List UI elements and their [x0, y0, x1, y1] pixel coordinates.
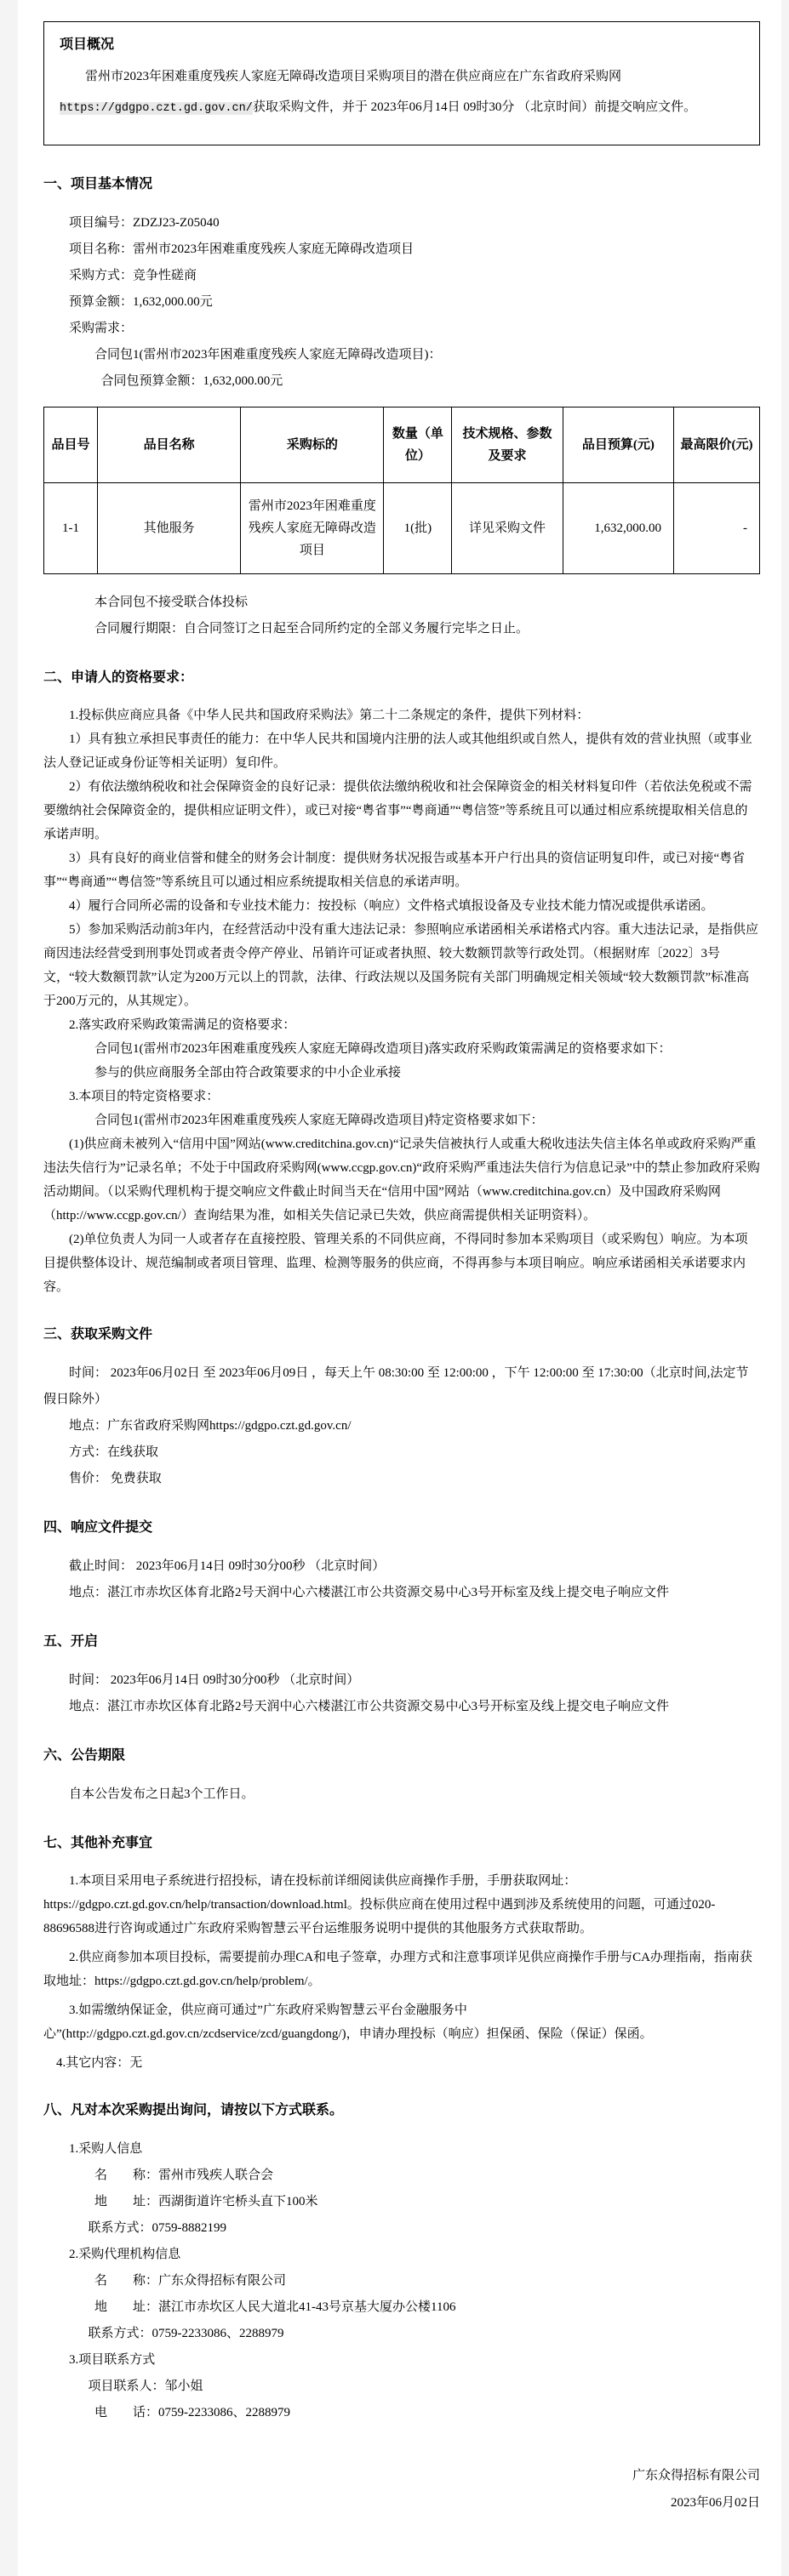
- submission-deadline: 截止时间： 2023年06月14日 09时30分00秒 （北京时间）: [69, 1559, 386, 1573]
- package-budget-label: 合同包预算金额：: [100, 374, 203, 388]
- announcement-document: [43, 0, 760, 2576]
- purchaser-address-value: 西湖街道许宅桥头直下100米: [158, 2195, 318, 2208]
- field-project-name: [43, 237, 760, 263]
- purchaser-contact-value: 0759-8882199: [152, 2221, 227, 2235]
- qualification-para-same-person: (2)单位负责人为同一人或者存在直接控股、管理关系的不同供应商，不得同时参加本采购项目（或采购包）响应。为本项目提供整体设计、规范编制或者项目管理、监理、检测等服务的供应商，不得再参与本项目响应。响应承诺函相关承诺要求内容。: [43, 1233, 748, 1294]
- purchaser-address: [43, 2189, 760, 2215]
- agency-address: [43, 2294, 760, 2321]
- obtain-place: 地点：广东省政府采购网https://gdgpo.czt.gd.gov.cn/: [69, 1419, 352, 1433]
- qualification-para-policy: 2.落实政府采购政策需满足的资格要求：: [69, 1018, 296, 1032]
- qualification-para-specific: 3.本项目的特定资格要求：: [69, 1090, 220, 1103]
- qualification-para-credit: (1)供应商未被列入“信用中国”网站(www.creditchina.gov.cn)“记录失信被执行人或重大税收违法失信主体名单或政府采购严重违法失信行为”记录名单；不处于中国政府采购网(www.ccgp.gov.cn)“政府采购严重违法失信行为信息记录”中的禁止参加政府采购活动期间。（以采购代理机构于提交响应文件截止时间当天在“信用中国”网站（www.creditchina.gov.cn）及中国政府采购网（http://www.ccgp.gov.cn/）查询结果为准，如相关失信记录已失效，供应商需提供相关证明资料）。: [43, 1137, 760, 1222]
- agency-address-value: 湛江市赤坎区人民大道北41-43号京基大厦办公楼1106: [158, 2300, 456, 2314]
- obtain-method: 方式：在线获取: [69, 1445, 159, 1459]
- footer-agency-name: 广东众得招标有限公司: [632, 2469, 760, 2482]
- field-procurement-demand: [43, 316, 760, 342]
- agency-contact-label: 联系方式：: [88, 2327, 152, 2340]
- project-number-value: ZDZJ23-Z05040: [133, 216, 220, 230]
- supplementary-item-1: 1.本项目采用电子系统进行招投标，请在投标前详细阅读供应商操作手册，手册获取网址：https://gdgpo.czt.gd.gov.cn/help/transaction/download.html。投标供应商在使用过程中遇到涉及系统使用的问题，可通过020-88696588进行咨询或通过广东政府采购智慧云平台运维服务说明中提供的其他服务方式获取帮助。: [43, 1874, 716, 1935]
- cell-item-budget: 1,632,000.00: [563, 483, 673, 574]
- qualification-para-2: 1）具有独立承担民事责任的能力：在中华人民共和国境内注册的法人或其他组织或自然人，提供有效的营业执照（或事业法人登记证或身份证等相关证明）复印件。: [43, 732, 752, 770]
- project-overview-box: [43, 21, 760, 145]
- qualification-para-6: 5）参加采购活动前3年内，在经营活动中没有重大违法记录：参照响应承诺函相关承诺格式内容。重大违法记录，是指供应商因违法经营受到刑事处罚或者责令停产停业、吊销许可证或者执照、较大数额罚款等行政处罚。（根据财库〔2022〕3号文，“较大数额罚款”认定为200万元以上的罚款，法律、行政法规以及国务院有关部门明确规定相关领域“较大数额罚款”标准高于200万元的，从其规定）。: [43, 923, 759, 1008]
- project-contact-phone-value: 0759-2233086、2288979: [158, 2406, 291, 2419]
- project-name-value: 雷州市2023年困难重度残疾人家庭无障碍改造项目: [133, 242, 415, 256]
- project-name-label: 项目名称：: [69, 242, 134, 256]
- agency-name-label: 名 称：: [94, 2274, 159, 2288]
- cell-max-price: -: [674, 483, 760, 574]
- opening-place: 地点：湛江市赤坎区体育北路2号天润中心六楼湛江市公共资源交易中心3号开标室及线上提交电子响应文件: [69, 1700, 670, 1713]
- project-contact-phone: [43, 2400, 760, 2426]
- procurement-method-value: 竞争性磋商: [133, 269, 197, 282]
- supplementary-item-3: 3.如需缴纳保证金，供应商可通过”广东政府采购智慧云平台金融服务中心”(http://gdgpo.czt.gd.gov.cn/zcdservice/zcd/guangdong/)，申请办理投标（响应）担保函、保险（保证）保函。: [43, 2003, 653, 2041]
- section-heading-announcement-period: 六、公告期限: [43, 1748, 126, 1763]
- supplementary-item-2: 2.供应商参加本项目投标，需要提前办理CA和电子签章，办理方式和注意事项详见供应商操作手册与CA办理指南，指南获取地址：https://gdgpo.czt.gd.gov.cn/help/problem/。: [43, 1951, 752, 1988]
- section-heading-qualification: 二、申请人的资格要求：: [43, 670, 194, 685]
- budget-amount-value: 1,632,000.00元: [133, 295, 213, 309]
- table-row: [44, 483, 760, 574]
- field-budget-amount: [43, 289, 760, 316]
- note-contract-term: 合同履行期限：自合同签订之日起至合同所约定的全部义务履行完毕之日止。: [94, 622, 529, 635]
- project-contact-title: 3.项目联系方式: [69, 2353, 156, 2367]
- purchaser-address-label: 地 址：: [94, 2195, 159, 2208]
- left-gutter-strip: [0, 0, 18, 2576]
- col-header-quantity: 数量（单位）: [384, 407, 452, 483]
- agency-name-value: 广东众得招标有限公司: [158, 2274, 287, 2288]
- overview-outro-text: 获取采购文件，并于 2023年06月14日 09时30分 （北京时间）前提交响应文件。: [252, 100, 697, 114]
- package-budget-value: 1,632,000.00元: [203, 374, 283, 388]
- qualification-para-3: 2）有依法缴纳税收和社会保障资金的良好记录：提供依法缴纳税收和社会保障资金的相关材料复印件（若依法免税或不需要缴纳社会保障资金的，提供相应证明文件），或已对接“粤省事”“粤商通”“粤信签”等系统且可以通过相应系统提取相关信息的承诺声明。: [43, 780, 752, 841]
- field-project-number: [43, 210, 760, 237]
- col-header-specs: 技术规格、参数及要求: [452, 407, 563, 483]
- section-heading-basic-info: 一、项目基本情况: [43, 177, 153, 191]
- col-header-subject: 采购标的: [241, 407, 384, 483]
- project-contact-phone-label: 电 话：: [94, 2406, 159, 2419]
- purchaser-name-value: 雷州市残疾人联合会: [158, 2169, 274, 2182]
- submission-place: 地点：湛江市赤坎区体育北路2号天润中心六楼湛江市公共资源交易中心3号开标室及线上提交电子响应文件: [69, 1586, 670, 1599]
- budget-amount-label: 预算金额：: [69, 295, 134, 309]
- qualification-para-5: 4）履行合同所必需的设备和专业技术能力：按投标（响应）文件格式填报设备及专业技术能力情况或提供承诺函。: [69, 899, 714, 913]
- cell-specs: 详见采购文件: [452, 483, 563, 574]
- obtain-time: 时间： 2023年06月02日 至 2023年06月09日 ，每天上午 08:30:00 至 12:00:00 ，下午 12:00:00 至 17:30:00（北京时间,法定节假日除外）: [43, 1366, 749, 1406]
- section-heading-opening: 五、开启: [43, 1634, 99, 1649]
- agency-info-title: 2.采购代理机构信息: [69, 2248, 181, 2261]
- overview-title: 项目概况: [60, 37, 115, 52]
- note-no-consortium: 本合同包不接受联合体投标: [94, 596, 249, 609]
- section-heading-obtain-documents: 三、获取采购文件: [43, 1327, 153, 1342]
- overview-paragraph: [60, 61, 744, 124]
- purchaser-name-label: 名 称：: [94, 2169, 159, 2182]
- contract-package-label: 合同包1(雷州市2023年困难重度残疾人家庭无障碍改造项目)：: [94, 348, 442, 362]
- cell-subject: 雷州市2023年困难重度残疾人家庭无障碍改造项目: [241, 483, 384, 574]
- announcement-period-text: 自本公告发布之日起3个工作日。: [69, 1787, 254, 1801]
- field-procurement-method: [43, 263, 760, 289]
- agency-address-label: 地 址：: [94, 2300, 159, 2314]
- opening-time: 时间： 2023年06月14日 09时30分00秒 （北京时间）: [69, 1673, 360, 1687]
- procurement-site-url: https://gdgpo.czt.gd.gov.cn/: [60, 102, 253, 115]
- table-header-row: [44, 407, 760, 483]
- cell-item-name: 其他服务: [98, 483, 241, 574]
- section-heading-contact: 八、凡对本次采购提出询问，请按以下方式联系。: [43, 2103, 344, 2117]
- qualification-para-sme: 参与的供应商服务全部由符合政策要求的中小企业承接: [94, 1066, 402, 1080]
- right-scrollbar-strip[interactable]: [781, 0, 789, 2576]
- cell-quantity: 1(批): [384, 483, 452, 574]
- procurement-items-table: [43, 407, 760, 574]
- agency-contact-value: 0759-2233086、2288979: [152, 2327, 284, 2340]
- procurement-demand-label: 采购需求：: [69, 322, 134, 335]
- purchaser-contact: [43, 2215, 760, 2242]
- agency-name: [43, 2268, 760, 2294]
- footer-date: 2023年06月02日: [670, 2496, 760, 2510]
- purchaser-info-title: 1.采购人信息: [69, 2142, 143, 2156]
- project-contact-person: [43, 2374, 760, 2400]
- qualification-para-4: 3）具有良好的商业信誉和健全的财务会计制度：提供财务状况报告或基本开户行出具的资信证明复印件，或已对接“粤省事”“粤商通”“粤信签”等系统且可以通过相应系统提取相关信息的承诺声明。: [43, 852, 746, 889]
- footer-signature: [43, 2462, 760, 2516]
- agency-contact: [43, 2321, 760, 2347]
- col-header-item-budget: 品目预算(元): [563, 407, 673, 483]
- qualification-para-1: 1.投标供应商应具备《中华人民共和国政府采购法》第二十二条规定的条件，提供下列材料：: [69, 709, 590, 722]
- obtain-price: 售价： 免费获取: [69, 1472, 162, 1485]
- qualification-para-specific-package: 合同包1(雷州市2023年困难重度残疾人家庭无障碍改造项目)特定资格要求如下：: [94, 1114, 544, 1127]
- overview-intro-text: 雷州市2023年困难重度残疾人家庭无障碍改造项目采购项目的潜在供应商应在广东省政府采购网: [85, 70, 622, 83]
- purchaser-name: [43, 2163, 760, 2189]
- project-contact-person-value: 邹小姐: [164, 2379, 203, 2393]
- supplementary-item-4: 4.其它内容：无: [56, 2056, 143, 2070]
- field-package-budget: [43, 368, 760, 395]
- purchaser-contact-label: 联系方式：: [88, 2221, 152, 2235]
- col-header-item-no: 品目号: [44, 407, 98, 483]
- project-contact-person-label: 项目联系人：: [88, 2379, 165, 2393]
- field-contract-package: [43, 342, 760, 368]
- procurement-method-label: 采购方式：: [69, 269, 134, 282]
- project-number-label: 项目编号：: [69, 216, 134, 230]
- cell-item-no: 1-1: [44, 483, 98, 574]
- section-heading-supplementary: 七、其他补充事宜: [43, 1836, 153, 1850]
- qualification-para-policy-package: 合同包1(雷州市2023年困难重度残疾人家庭无障碍改造项目)落实政府采购政策需满足的资格要求如下：: [94, 1042, 672, 1056]
- section-heading-response-submission: 四、响应文件提交: [43, 1520, 153, 1535]
- col-header-item-name: 品目名称: [98, 407, 241, 483]
- col-header-max-price: 最高限价(元): [674, 407, 760, 483]
